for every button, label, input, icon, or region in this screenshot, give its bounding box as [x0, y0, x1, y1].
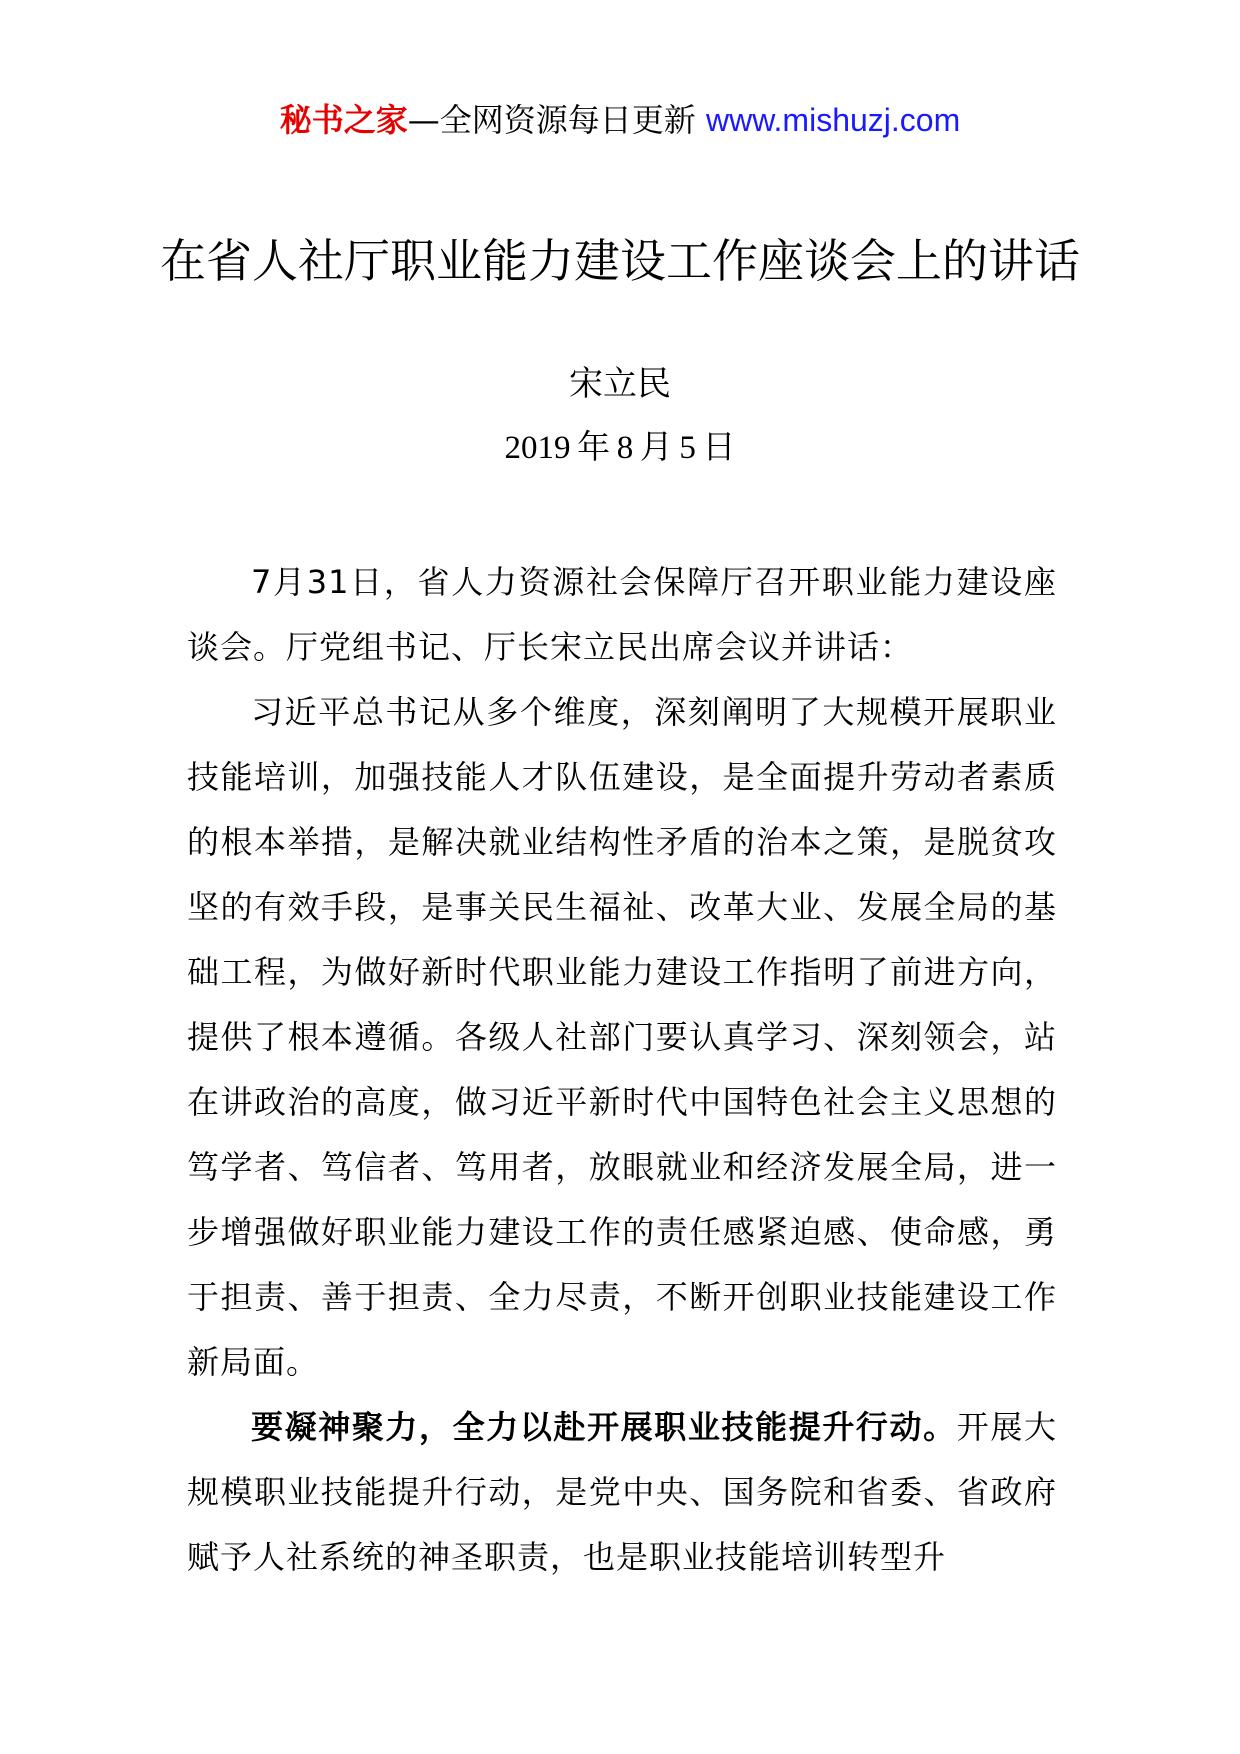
document-title: 在省人社厅职业能力建设工作座谈会上的讲话 — [160, 234, 1080, 288]
document-date — [0, 425, 1240, 470]
date-month-unit: 月 — [639, 427, 673, 466]
paragraph-action-lead: 要凝神聚力，全力以赴开展职业技能提升行动。 — [251, 1408, 957, 1446]
date-day: 5 — [679, 430, 696, 466]
paragraph-intro: 7月31日，省人力资源社会保障厅召开职业能力建设座谈会。厅党组书记、厅长宋立民出席会议并讲话： — [187, 563, 1057, 666]
document-body — [187, 550, 1057, 1590]
date-year-unit: 年 — [577, 427, 611, 466]
date-year: 2019 — [504, 430, 571, 466]
site-brand: 秘书之家 — [279, 101, 408, 139]
site-url-link[interactable]: www.mishuzj.com — [705, 102, 961, 138]
paragraph-action — [187, 1395, 1057, 1590]
date-day-unit: 日 — [702, 427, 736, 466]
paragraph-main: 习近平总书记从多个维度，深刻阐明了大规模开展职业技能培训，加强技能人才队伍建设，是全面提升劳动者素质的根本举措，是解决就业结构性矛盾的治本之策，是脱贫攻坚的有效手段，是事关民生福祉、改革大业、发展全局的基础工程，为做好新时代职业能力建设工作指明了前进方向，提供了根本遵循。各级人社部门要认真学习、深刻领会，站在讲政治的高度，做习近平新时代中国特色社会主义思想的笃学者、笃信者、笃用者，放眼就业和经济发展全局，进一步增强做好职业能力建设工作的责任感紧迫感、使命感，勇于担责、善于担责、全力尽责，不断开创职业技能建设工作新局面。 — [187, 693, 1057, 1381]
document-author: 宋立民 — [569, 364, 671, 404]
paragraph-action-text: 开展大规模职业技能提升行动，是党中央、国务院和省委、省政府赋予人社系统的神圣职责，也是职业技能培训转型升 — [187, 1408, 1057, 1576]
date-month: 8 — [616, 430, 634, 466]
site-header — [0, 98, 1240, 142]
site-tagline: —全网资源每日更新 — [407, 101, 696, 139]
